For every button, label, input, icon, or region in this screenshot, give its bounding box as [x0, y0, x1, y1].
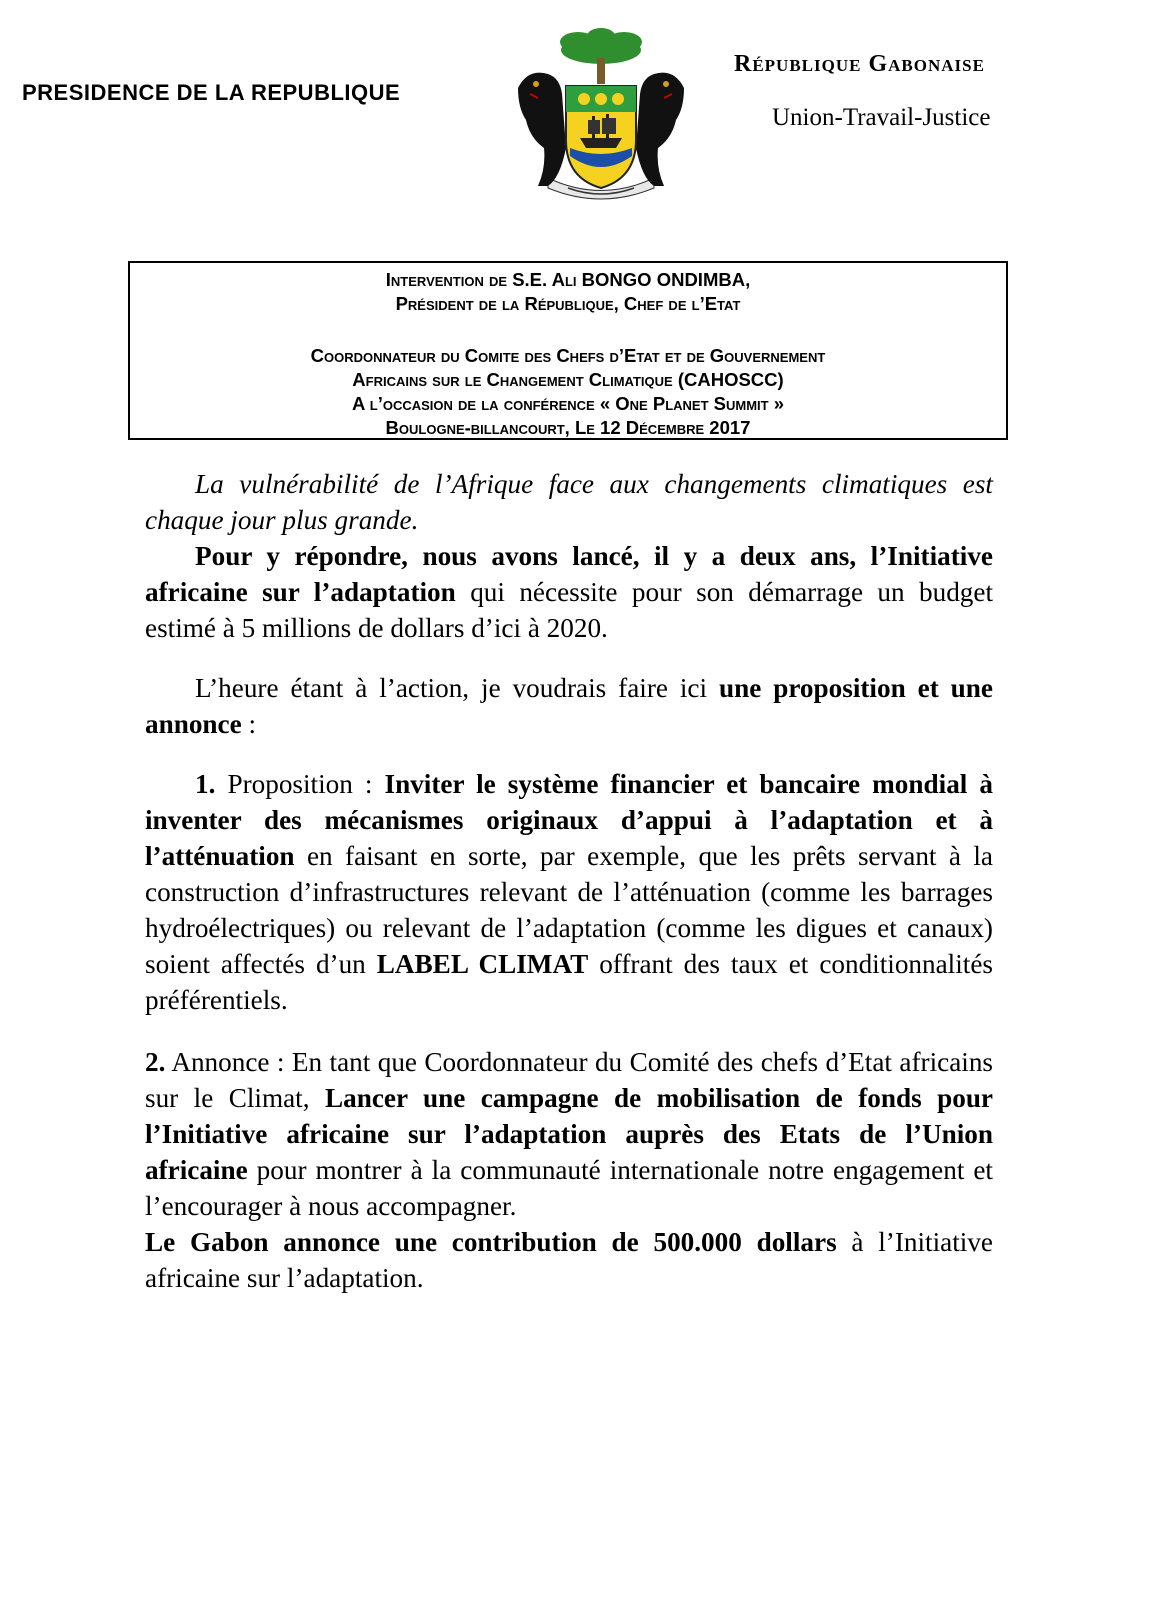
heading-line-5: A l’occasion de la conférence « One Planet Summit » [351, 393, 785, 414]
speech-heading-box [128, 261, 1008, 440]
paragraph-initiative: Pour y répondre, nous avons lancé, il y a deux ans, l’Initiative africaine sur l’adaptation qui nécessite pour son démarrage un budget estimé à 5 millions de dollars d’ici à 2020. [145, 541, 994, 643]
heading-line-3: Coordonnateur du Comite des Chefs d’Etat et de Gouvernement [310, 345, 826, 366]
national-motto: Union-Travail-Justice [772, 104, 991, 131]
heading-line-2: Président de la République, Chef de l’Etat [395, 293, 741, 314]
heading-line-6: Boulogne-billancourt, Le 12 Décembre 2017 [385, 417, 751, 438]
heading-line-1: Intervention de S.E. Ali BONGO ONDIMBA, [385, 269, 751, 290]
paragraph-announcement: 2. Annonce : En tant que Coordonnateur du Comité des chefs d’Etat africains sur le Climat, Lancer une campagne de mobilisation de fonds pour l’Initiative africaine sur l’adaptation auprès des Etats de l’Union africaine pour montrer à la communauté internationale notre engagement et l’encourager à nous accompagner. [145, 1047, 994, 1221]
paragraph-vulnerability: La vulnérabilité de l’Afrique face aux changements climatiques est chaque jour plus grande. [145, 469, 993, 535]
paragraph-contribution: Le Gabon annonce une contribution de 500.000 dollars à l’Initiative africaine sur l’adaptation. [145, 1227, 993, 1293]
heading-line-4: Africains sur le Changement Climatique (CAHOSCC) [352, 369, 784, 390]
gabon-coat-of-arms-icon [508, 28, 694, 210]
paragraph-proposal: 1. Proposition : Inviter le système financier et bancaire mondial à inventer des mécanismes originaux d’appui à l’adaptation et à l’atténuation en faisant en sorte, par exemple, que les prêts servant à la construction d’infrastructures relevant de l’atténuation (comme les barrages hydroélectriques) ou relevant de l’adaptation (comme les digues et canaux) soient affectés d’un LABEL CLIMAT offrant des taux et conditionnalités préférentiels. [145, 769, 993, 1015]
republic-title: République Gabonaise [734, 51, 985, 77]
speech-body [145, 466, 993, 1296]
presidency-header: PRESIDENCE DE LA REPUBLIQUE [22, 80, 401, 105]
paragraph-action: L’heure étant à l’action, je voudrais faire ici une proposition et une annonce : [145, 673, 993, 739]
